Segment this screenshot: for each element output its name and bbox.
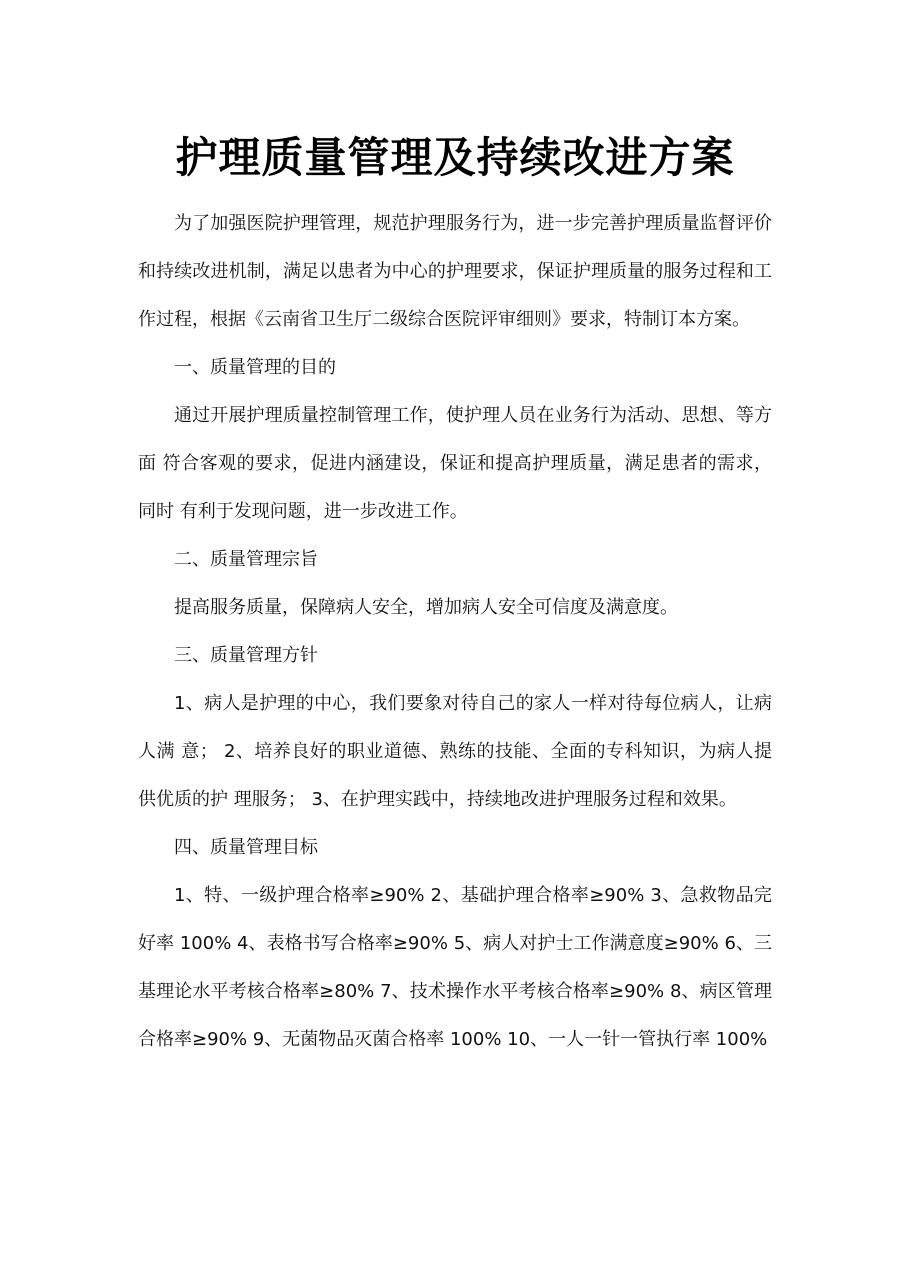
intro-paragraph: 为了加强医院护理管理，规范护理服务行为，进一步完善护理质量监督评价 和持续改进机制，满足以患者为中心的护理要求，保证护理质量的服务过程和工 作过程，根据《云南省卫生厅二级综合医院评审细则》要求，特制订本方案。 — [138, 213, 772, 330]
section-heading-goals: 四、质量管理目标 — [174, 837, 318, 858]
section-heading-purpose: 一、质量管理的目的 — [174, 357, 336, 378]
section-heading-policy: 三、质量管理方针 — [174, 645, 318, 666]
policy-paragraph: 1、病人是护理的中心，我们要象对待自己的家人一样对待每位病人，让病人满 意； 2、培养良好的职业道德、熟练的技能、全面的专科知识，为病人提供优质的护 理服务； 3、在护理实践中，持续地改进护理服务过程和效果。 — [138, 693, 772, 810]
document-title: 护理质量管理及持续改进方案 — [175, 133, 735, 182]
section-heading-tenet: 二、质量管理宗旨 — [174, 549, 318, 570]
tenet-paragraph: 提高服务质量，保障病人安全，增加病人安全可信度及满意度。 — [174, 597, 678, 618]
goals-paragraph: 1、特、一级护理合格率≥90% 2、基础护理合格率≥90% 3、急救物品完好率 100% 4、表格书写合格率≥90% 5、病人对护士工作满意度≥90% 6、三基理论水平考核合格率≥80% 7、技术操作水平考核合格率≥90% 8、病区管理合格率≥90% 9、无菌物品灭菌合格率 100% 10、一人一针一管执行率 100% — [138, 885, 772, 1050]
document-body — [138, 200, 772, 1064]
purpose-paragraph: 通过开展护理质量控制管理工作，使护理人员在业务行为活动、思想、等方面 符合客观的要求，促进内涵建设，保证和提高护理质量，满足患者的需求，同时 有利于发现问题，进一步改进工作。 — [138, 405, 772, 522]
